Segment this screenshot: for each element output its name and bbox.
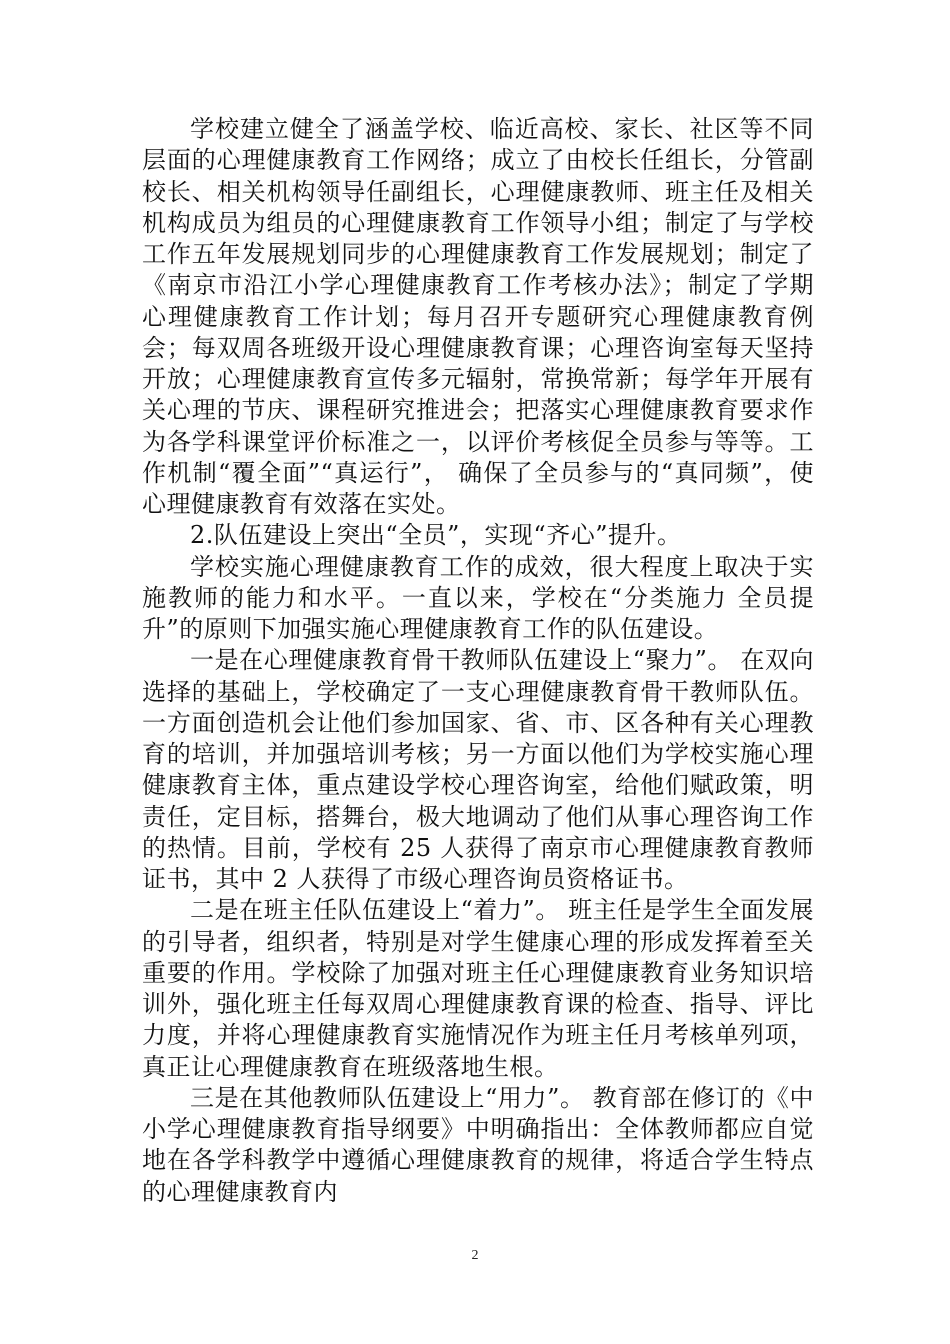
- paragraph-backbone-teachers: 一是在心理健康教育骨干教师队伍建设上“聚力”。 在双向选择的基础上，学校确定了一支心理健康教育骨干教师队伍。一方面创造机会让他们参加国家、省、市、区各种有关心理教育的培训，并加强培训考核；另一方面以他们为学校实施心理健康教育主体，重点建设学校心理咨询室，给他们赋政策，明责任，定目标，搭舞台，极大地调动了他们从事心理咨询工作的热情。目前，学校有 25 人获得了南京市心理健康教育教师证书，其中 2 人获得了市级心理咨询员资格证书。: [142, 646, 814, 893]
- paragraph-team-intro: 学校实施心理健康教育工作的成效，很大程度上取决于实施教师的能力和水平。一直以来，学校在“分类施力 全员提升”的原则下加强实施心理健康教育工作的队伍建设。: [142, 552, 814, 643]
- paragraph-network: 学校建立健全了涵盖学校、临近高校、家长、社区等不同层面的心理健康教育工作网络；成立了由校长任组长，分管副校长、相关机构领导任副组长，心理健康教师、班主任及相关机构成员为组员的心理健康教育工作领导小组；制定了与学校工作五年发展规划同步的心理健康教育工作发展规划；制定了《南京市沿江小学心理健康教育工作考核办法》；制定了学期心理健康教育工作计划；每月召开专题研究心理健康教育例会；每双周各班级开设心理健康教育课；心理咨询室每天坚持开放；心理健康教育宣传多元辐射，常换常新；每学年开展有关心理的节庆、课程研究推进会；把落实心理健康教育要求作为各学科课堂评价标准之一，以评价考核促全员参与等等。工作机制“覆全面”“真运行”， 确保了全员参与的“真同频”，使心理健康教育有效落在实处。: [142, 115, 814, 518]
- document-body: [142, 114, 814, 1208]
- section-heading-team: 2.队伍建设上突出“全员”，实现“齐心”提升。: [190, 521, 682, 550]
- paragraph-class-teachers: 二是在班主任队伍建设上“着力”。 班主任是学生全面发展的引导者，组织者，特别是对学生健康心理的形成发挥着至关重要的作用。学校除了加强对班主任心理健康教育业务知识培训外，强化班主任每双周心理健康教育课的检查、指导、评比力度，并将心理健康教育实施情况作为班主任月考核单列项，真正让心理健康教育在班级落地生根。: [142, 896, 814, 1081]
- page-number: 2: [471, 1248, 479, 1263]
- paragraph-other-teachers: 三是在其他教师队伍建设上“用力”。 教育部在修订的《中小学心理健康教育指导纲要》中明确指出：全体教师都应自觉地在各学科教学中遵循心理健康教育的规律，将适合学生特点的心理健康教育内: [142, 1083, 814, 1206]
